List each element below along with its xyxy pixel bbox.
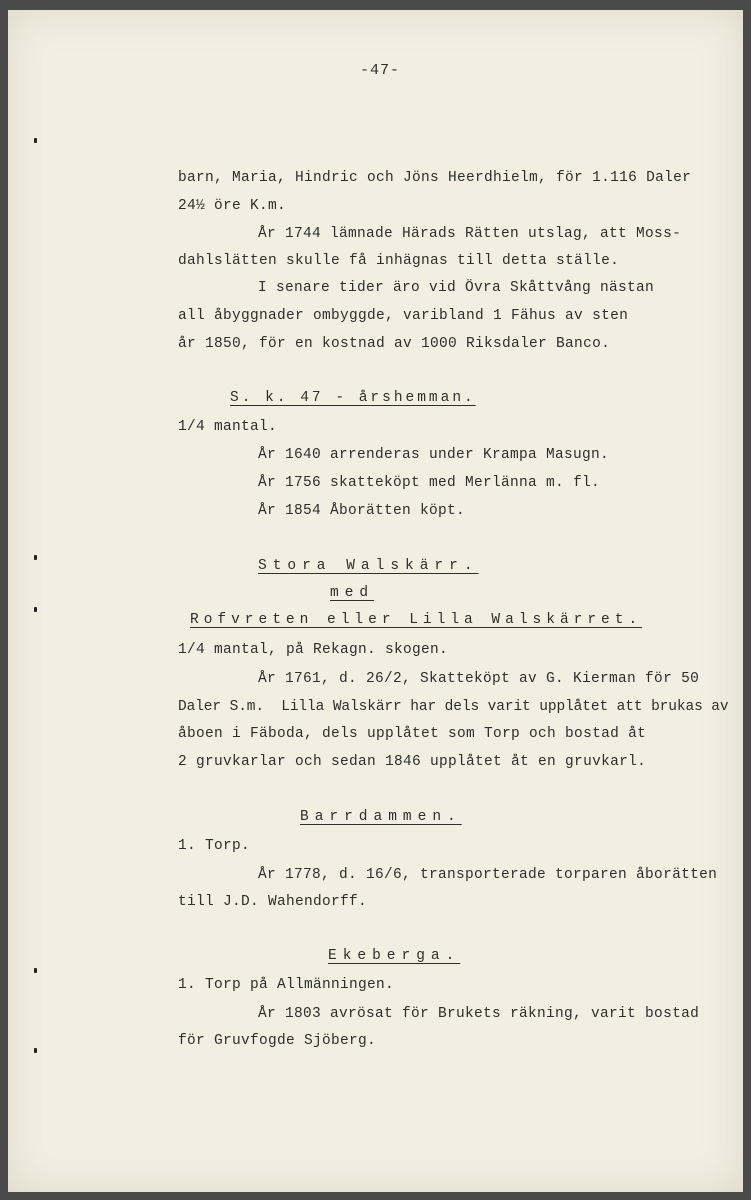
text-line: barn, Maria, Hindric och Jöns Heerdhielm, för 1.116 Daler bbox=[178, 170, 692, 186]
text-line: I senare tider äro vid Övra Skåttvång nästan bbox=[258, 280, 655, 296]
text-line: all åbyggnader ombyggde, varibland 1 Fähus av sten bbox=[178, 308, 629, 324]
section-heading: S. k. 47 - årshemman. bbox=[230, 390, 476, 406]
text-line: 1/4 mantal, på Rekagn. skogen. bbox=[178, 642, 449, 658]
page-number: -47- bbox=[360, 62, 401, 79]
text-line: år 1850, för en kostnad av 1000 Riksdaler Banco. bbox=[178, 336, 611, 352]
text-line: År 1744 lämnade Härads Rätten utslag, att Moss- bbox=[258, 226, 682, 242]
section-subheading: med bbox=[330, 585, 375, 601]
margin-mark bbox=[34, 1048, 37, 1053]
text-line: till J.D. Wahendorff. bbox=[178, 894, 368, 910]
text-line: År 1778, d. 16/6, transporterade torparen åborätten bbox=[258, 867, 718, 883]
section-heading: Rofvreten eller Lilla Walskärret. bbox=[190, 612, 643, 628]
text-line: År 1756 skatteköpt med Merlänna m. fl. bbox=[258, 475, 601, 491]
text-line: År 1640 arrenderas under Krampa Masugn. bbox=[258, 447, 610, 463]
margin-mark bbox=[34, 138, 37, 143]
margin-mark bbox=[34, 968, 37, 973]
document-page bbox=[8, 10, 743, 1192]
text-line: för Gruvfogde Sjöberg. bbox=[178, 1033, 377, 1049]
section-heading: Barrdammen. bbox=[300, 809, 462, 825]
text-line: 1. Torp på Allmänningen. bbox=[178, 977, 395, 993]
text-line: 1. Torp. bbox=[178, 838, 251, 854]
margin-mark bbox=[34, 607, 37, 612]
margin-mark bbox=[34, 555, 37, 560]
text-line: År 1761, d. 26/2, Skatteköpt av G. Kierman för 50 bbox=[258, 671, 700, 687]
text-line: 2 gruvkarlar och sedan 1846 upplåtet åt en gruvkarl. bbox=[178, 754, 647, 770]
section-heading: Stora Walskärr. bbox=[258, 558, 479, 574]
section-heading: Ekeberga. bbox=[328, 948, 461, 964]
text-line: dahlslätten skulle få inhägnas till detta ställe. bbox=[178, 253, 620, 269]
text-line: 1/4 mantal. bbox=[178, 419, 278, 435]
text-line: Daler S.m. Lilla Walskärr har dels varit upplåtet att brukas av bbox=[178, 699, 729, 715]
text-line: År 1854 Åborätten köpt. bbox=[258, 503, 466, 519]
text-line: 24½ öre K.m. bbox=[178, 198, 287, 214]
text-line: År 1803 avrösat för Brukets räkning, varit bostad bbox=[258, 1006, 700, 1022]
text-line: åboen i Fäboda, dels upplåtet som Torp och bostad åt bbox=[178, 726, 647, 742]
